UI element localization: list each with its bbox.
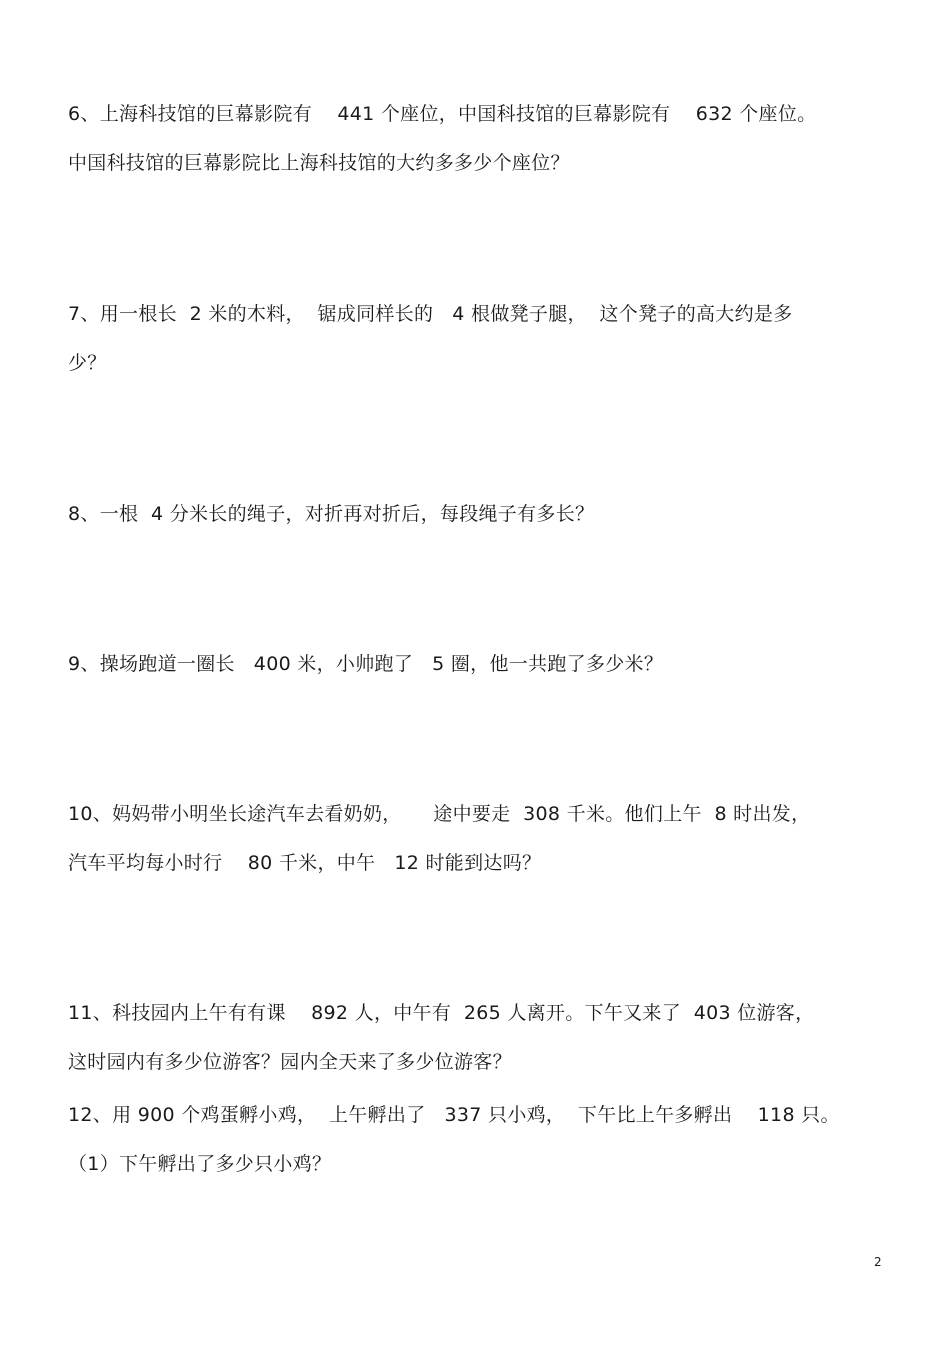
question-6-line-1: 6、上海科技馆的巨幕影院有 441 个座位，中国科技馆的巨幕影院有 632 个座位。 <box>68 103 817 125</box>
question-12-line-2: （1）下午孵出了多少只小鸡？ <box>68 1153 332 1175</box>
question-10-line-2: 汽车平均每小时行 80 千米，中午 12 时能到达吗？ <box>68 852 542 874</box>
question-6-line-2: 中国科技馆的巨幕影院比上海科技馆的大约多多少个座位？ <box>68 152 570 174</box>
question-11-line-1: 11、科技园内上午有有课 892 人，中午有 265 人离开。下午又来了 403 位游客， <box>68 1002 815 1024</box>
question-7-line-2: 少？ <box>68 352 107 374</box>
question-7-line-1: 7、用一根长 2 米的木料， 锯成同样长的 4 根做凳子腿， 这个凳子的高大约是多 <box>68 303 793 325</box>
question-11-line-2: 这时园内有多少位游客？园内全天来了多少位游客？ <box>68 1051 512 1073</box>
question-12-line-1: 12、用 900 个鸡蛋孵小鸡， 上午孵出了 337 只小鸡， 下午比上午多孵出 118 只。 <box>68 1104 840 1126</box>
question-8-line-1: 8、一根 4 分米长的绳子，对折再对折后，每段绳子有多长？ <box>68 503 595 525</box>
question-10-line-1: 10、妈妈带小明坐长途汽车去看奶奶， 途中要走 308 千米。他们上午 8 时出发， <box>68 803 811 825</box>
page-number: 2 <box>874 1255 882 1269</box>
question-9-line-1: 9、操场跑道一圈长 400 米，小帅跑了 5 圈，他一共跑了多少米？ <box>68 653 664 675</box>
